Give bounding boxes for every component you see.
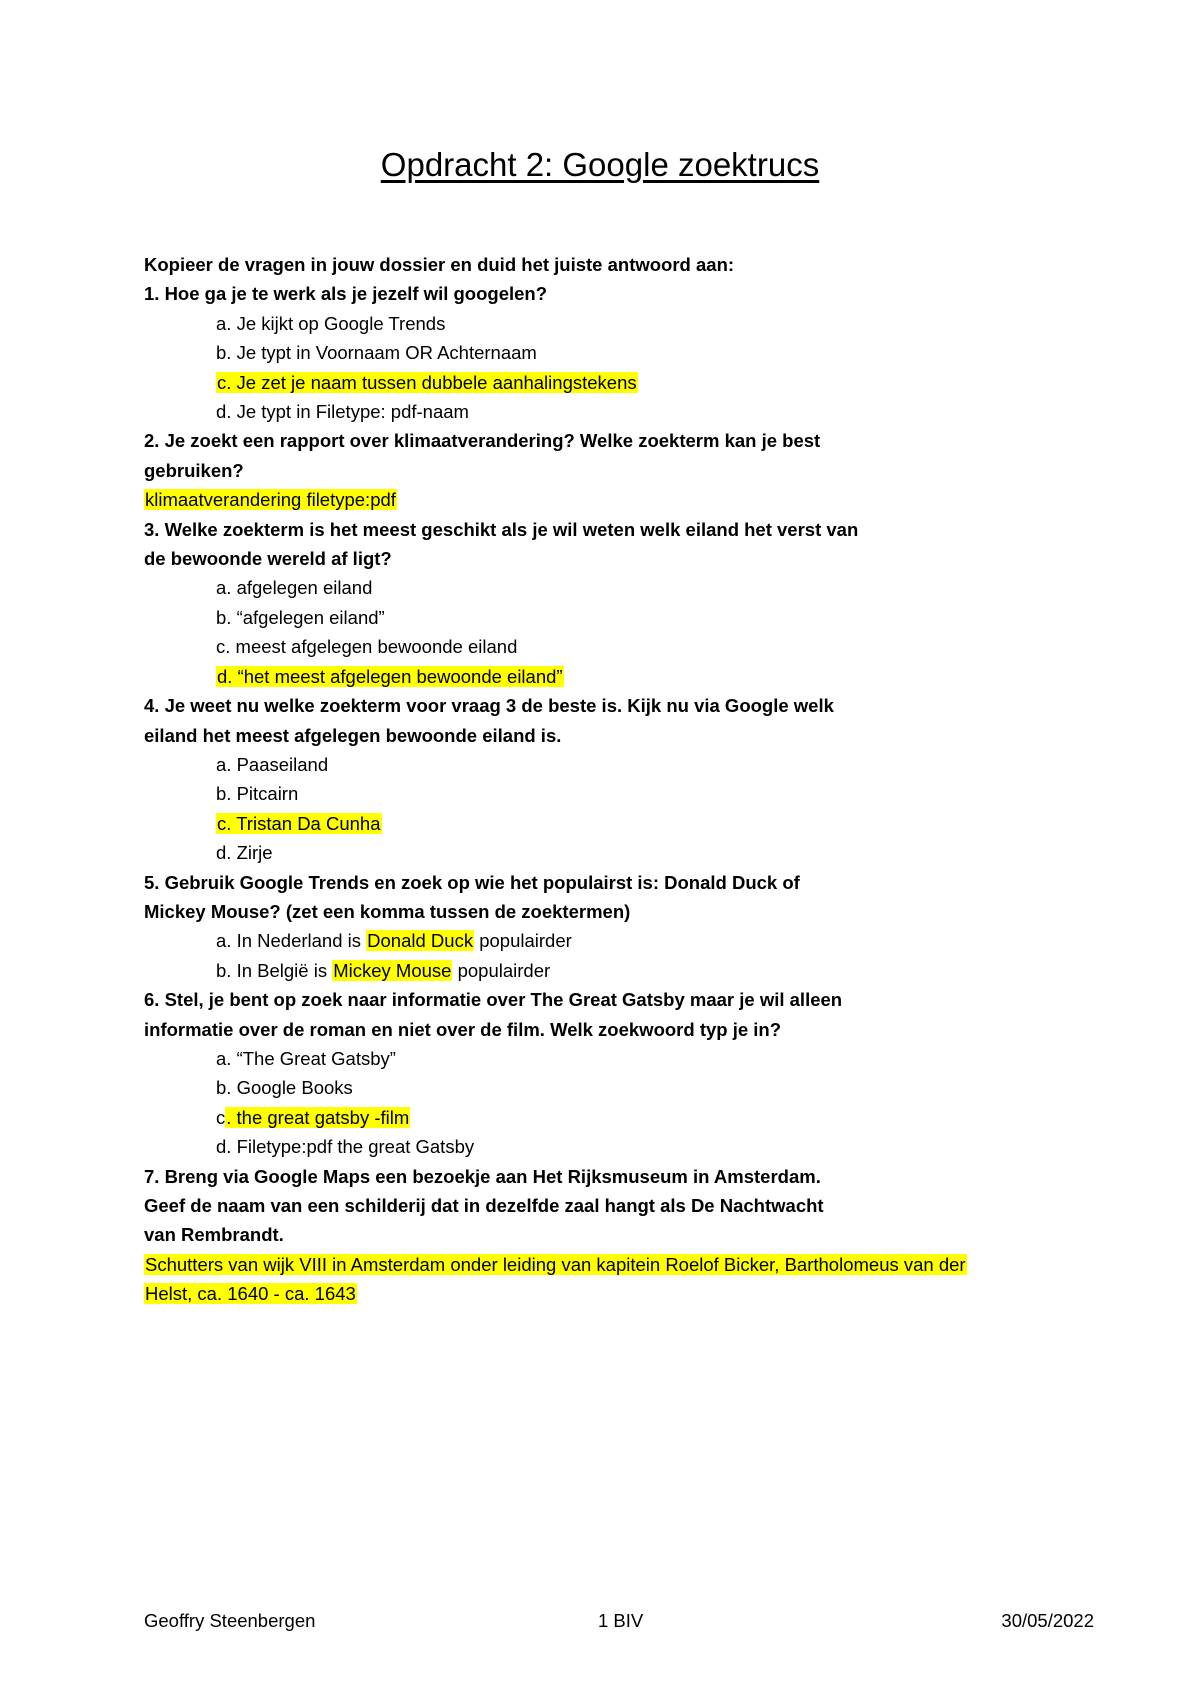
q1-option-d: d. Je typt in Filetype: pdf-naam xyxy=(216,401,469,423)
q4-highlighted-answer: c. Tristan Da Cunha xyxy=(217,812,381,834)
q4-option-c xyxy=(144,809,1064,838)
question-7-line-1: 7. Breng via Google Maps een bezoekje aan Het Rijksmuseum in Amsterdam. xyxy=(144,1165,821,1187)
q1-option-a: a. Je kijkt op Google Trends xyxy=(216,312,446,334)
question-7-line-3: van Rembrandt. xyxy=(144,1224,284,1246)
question-4-line-2: eiland het meest afgelegen bewoonde eiland is. xyxy=(144,724,562,746)
q4-option-b: b. Pitcairn xyxy=(216,783,299,805)
page-footer xyxy=(144,1610,1094,1640)
question-2-line-1: 2. Je zoekt een rapport over klimaatverandering? Welke zoekterm kan je best xyxy=(144,430,821,452)
question-5-line-1: 5. Gebruik Google Trends en zoek op wie het populairst is: Donald Duck of xyxy=(144,871,800,893)
question-4-line-1: 4. Je weet nu welke zoekterm voor vraag 3 de beste is. Kijk nu via Google welk xyxy=(144,695,834,717)
question-7-line-2: Geef de naam van een schilderij dat in dezelfde zaal hangt als De Nachtwacht xyxy=(144,1195,824,1216)
question-5-line-2: Mickey Mouse? (zet een komma tussen de zoektermen) xyxy=(144,900,631,922)
q2-highlighted-answer: klimaatverandering filetype:pdf xyxy=(145,489,396,511)
question-3-line-1: 3. Welke zoekterm is het meest geschikt als je wil weten welk eiland het verst van xyxy=(144,518,859,540)
q2-answer xyxy=(144,485,1064,514)
q6-option-b: b. Google Books xyxy=(216,1077,353,1099)
q7-highlighted-answer-2: Helst, ca. 1640 - ca. 1643 xyxy=(145,1283,356,1305)
q5b-highlighted-answer: Mickey Mouse xyxy=(333,959,452,981)
page-title: Opdracht 2: Google zoektrucs xyxy=(380,146,820,183)
q3-option-d xyxy=(144,662,1064,691)
q4-option-d: d. Zirje xyxy=(216,842,273,864)
q6-option-d: d. Filetype:pdf the great Gatsby xyxy=(216,1136,475,1158)
q1-option-c xyxy=(144,368,1064,397)
document-body xyxy=(144,250,1064,1309)
q3-option-a: a. afgelegen eiland xyxy=(216,577,373,599)
question-6-line-1: 6. Stel, je bent op zoek naar informatie over The Great Gatsby maar je wil alleen xyxy=(144,989,843,1011)
q1-option-b: b. Je typt in Voornaam OR Achternaam xyxy=(216,342,537,364)
q5-option-a: a. In Nederland is Donald Duck populairder xyxy=(216,930,572,952)
q6-option-a: a. “The Great Gatsby” xyxy=(216,1047,396,1069)
q7-answer-line-1 xyxy=(144,1250,1064,1279)
q1-highlighted-answer: c. Je zet je naam tussen dubbele aanhalingstekens xyxy=(217,371,637,393)
q3-option-b: b. “afgelegen eiland” xyxy=(216,606,385,628)
q5-option-b: b. In België is Mickey Mouse populairder xyxy=(216,959,551,981)
question-1: 1. Hoe ga je te werk als je jezelf wil googelen? xyxy=(144,283,548,305)
q7-answer-line-2 xyxy=(144,1279,1064,1308)
intro-text: Kopieer de vragen in jouw dossier en duid het juiste antwoord aan: xyxy=(144,254,735,275)
q3-highlighted-answer: d. “het meest afgelegen bewoonde eiland” xyxy=(217,665,563,687)
footer-class: 1 BIV xyxy=(598,1610,644,1631)
question-6-line-2: informatie over de roman en niet over de film. Welk zoekwoord typ je in? xyxy=(144,1018,782,1040)
footer-date: 30/05/2022 xyxy=(1001,1610,1094,1631)
q4-option-a: a. Paaseiland xyxy=(216,753,329,775)
q6-option-c: c. the great gatsby -film xyxy=(216,1106,410,1128)
question-3-line-2: de bewoonde wereld af ligt? xyxy=(144,548,392,570)
q3-option-c: c. meest afgelegen bewoonde eiland xyxy=(216,636,518,658)
question-2-line-2: gebruiken? xyxy=(144,459,244,481)
q6-highlighted-answer: . the great gatsby -film xyxy=(226,1106,410,1128)
q5a-highlighted-answer: Donald Duck xyxy=(367,930,474,952)
q7-highlighted-answer-1: Schutters van wijk VIII in Amsterdam onder leiding van kapitein Roelof Bicker, Bartholomeus van der xyxy=(145,1253,966,1275)
footer-author: Geoffry Steenbergen xyxy=(144,1610,316,1631)
